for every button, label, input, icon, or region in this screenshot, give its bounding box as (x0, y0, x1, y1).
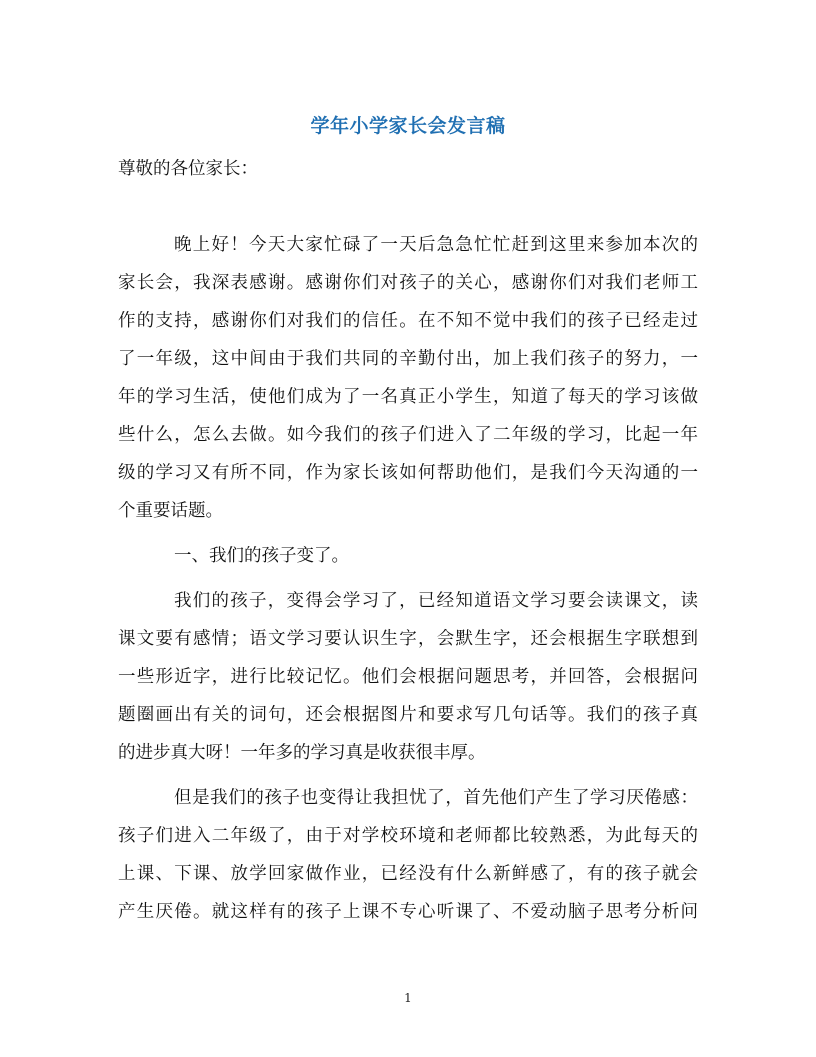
paragraph-line: 级的学习又有所不同，作为家长该如何帮助他们，是我们今天沟通的一 (118, 463, 698, 483)
paragraph-line: 晚上好！今天大家忙碌了一天后急急忙忙赶到这里来参加本次的 (174, 235, 698, 255)
paragraph-line: 但是我们的孩子也变得让我担忧了，首先他们产生了学习厌倦感： (174, 788, 698, 808)
page-number: 1 (404, 991, 412, 1005)
paragraph-line: 一些形近字，进行比较记忆。他们会根据问题思考，并回答，会根据问 (118, 667, 698, 687)
paragraph-line: 了一年级，这中间由于我们共同的辛勤付出，加上我们孩子的努力，一 (118, 349, 698, 369)
paragraph-line: 个重要话题。 (118, 501, 223, 521)
paragraph-line: 家长会，我深表感谢。感谢你们对孩子的关心，感谢你们对我们老师工 (118, 273, 698, 293)
paragraph-line: 些什么，怎么去做。如今我们的孩子们进入了二年级的学习，比起一年 (118, 425, 698, 445)
paragraph-line: 作的支持，感谢你们对我们的信任。在不知不觉中我们的孩子已经走过 (118, 311, 698, 331)
section-heading: 一、我们的孩子变了。 (174, 546, 349, 566)
paragraph-line: 课文要有感情；语文学习要认识生字，会默生字，还会根据生字联想到 (118, 629, 698, 649)
paragraph-line: 上课、下课、放学回家做作业，已经没有什么新鲜感了，有的孩子就会 (118, 864, 698, 884)
paragraph-line: 我们的孩子，变得会学习了，已经知道语文学习要会读课文，读 (174, 591, 698, 611)
paragraph-line: 题圈画出有关的词句，还会根据图片和要求写几句话等。我们的孩子真 (118, 705, 698, 725)
paragraph-line: 产生厌倦。就这样有的孩子上课不专心听课了、不爱动脑子思考分析问 (118, 902, 698, 922)
paragraph-line: 的进步真大呀！一年多的学习真是收获很丰厚。 (118, 743, 486, 763)
document-title: 学年小学家长会发言稿 (310, 115, 506, 137)
paragraph-line: 孩子们进入二年级了，由于对学校环境和老师都比较熟悉，为此每天的 (118, 826, 698, 846)
greeting: 尊敬的各位家长： (118, 159, 258, 179)
paragraph-line: 年的学习生活，使他们成为了一名真正小学生，知道了每天的学习该做 (118, 387, 698, 407)
